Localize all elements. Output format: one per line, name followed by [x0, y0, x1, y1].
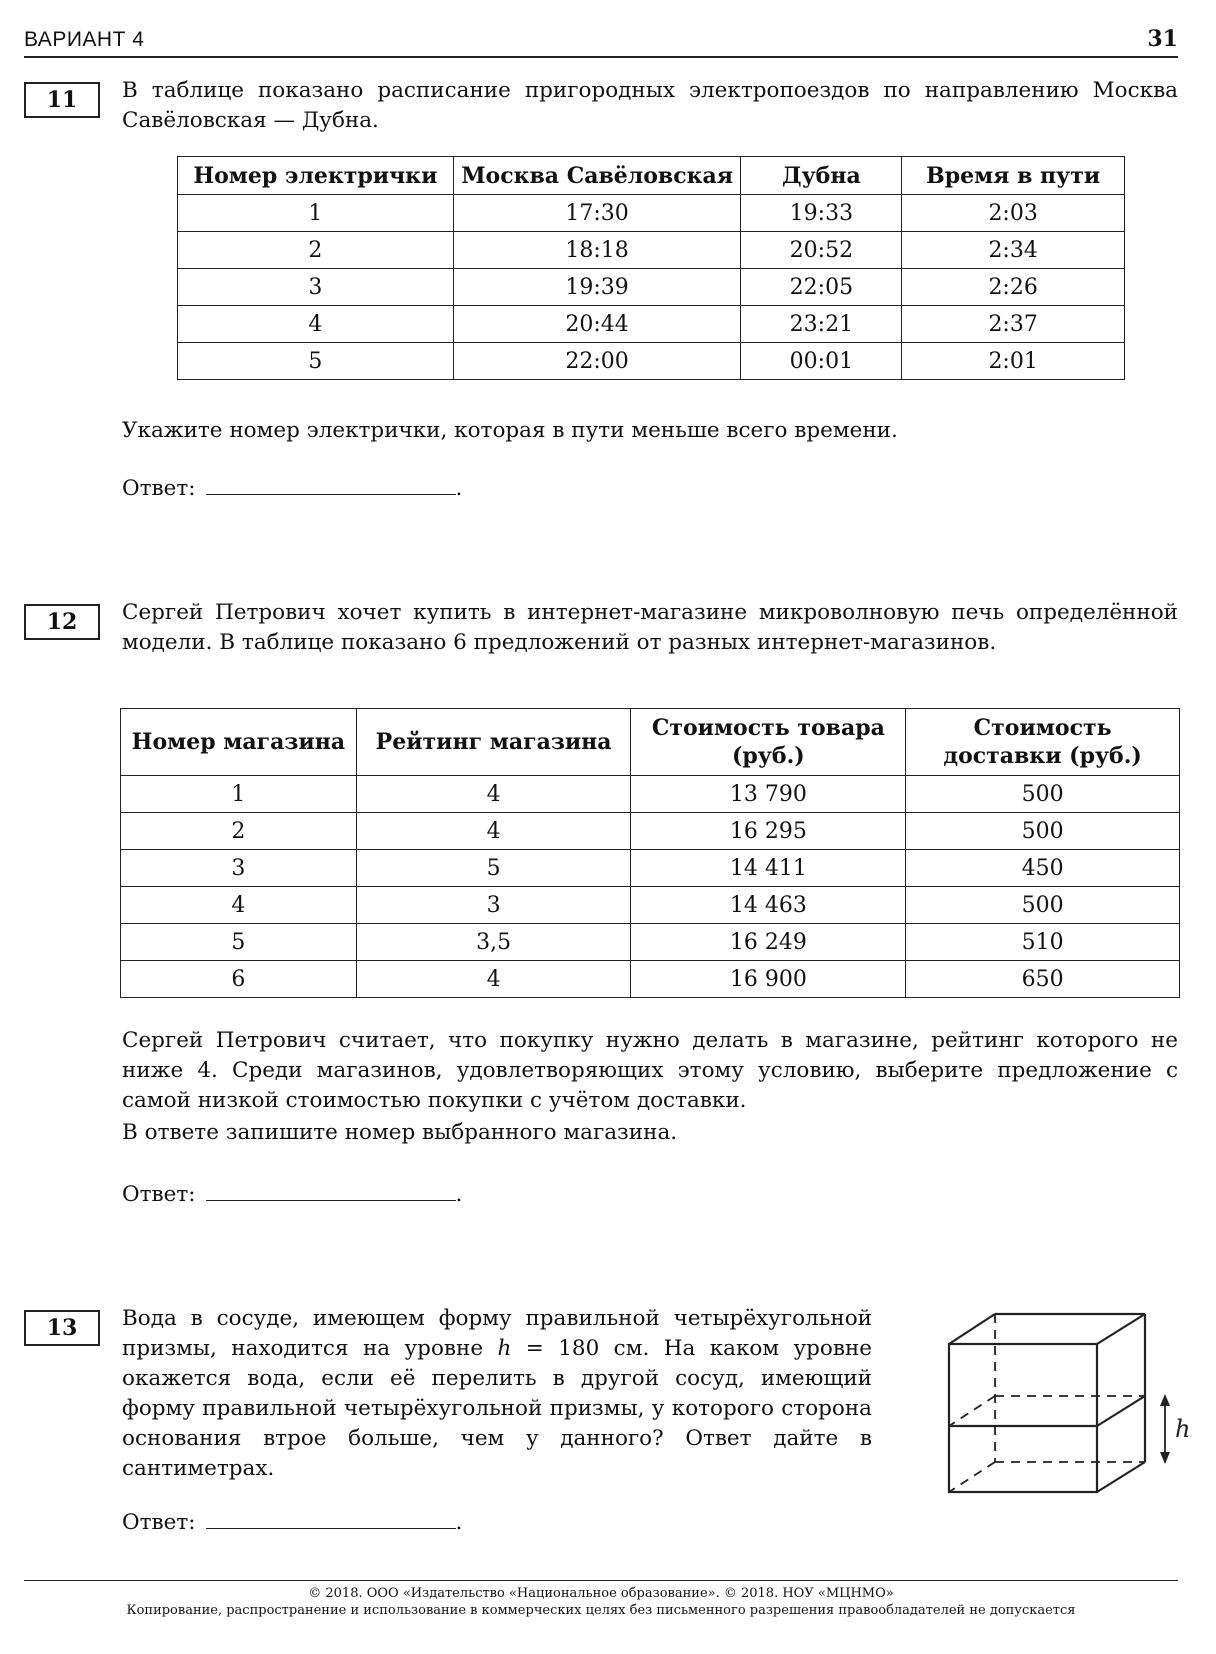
table-cell: 2:03 — [902, 195, 1125, 232]
answer-line[interactable] — [206, 1180, 456, 1201]
table-row — [121, 924, 1180, 961]
task-12-number: 12 — [24, 604, 100, 640]
table-cell: 1 — [178, 195, 454, 232]
answer-line[interactable] — [206, 1508, 456, 1529]
table-cell: 1 — [121, 776, 357, 813]
table-cell: 14 411 — [631, 850, 906, 887]
column-header: Номер электрички — [178, 157, 454, 195]
table-row — [121, 887, 1180, 924]
table-cell: 18:18 — [453, 232, 741, 269]
table-row — [178, 269, 1125, 306]
table-cell: 23:21 — [741, 306, 902, 343]
table-cell: 2 — [121, 813, 357, 850]
column-header: Номер магазина — [121, 709, 357, 776]
table-cell: 2:37 — [902, 306, 1125, 343]
table-cell: 500 — [906, 887, 1180, 924]
table-cell: 500 — [906, 813, 1180, 850]
column-header: Дубна — [741, 157, 902, 195]
task-12-question: Сергей Петрович считает, что покупку нужно делать в магазине, рейтинг которого не ниже 4. Среди магазинов, удовлетворяющих этому условию, выберите предложение с самой низкой стоимостью покупки с учётом доставки. — [122, 1028, 1178, 1113]
table-cell: 20:44 — [453, 306, 741, 343]
table-cell: 16 249 — [631, 924, 906, 961]
column-header: Рейтинг магазина — [356, 709, 631, 776]
height-label: h — [1175, 1415, 1191, 1443]
footer-copyright: © 2018. ООО «Издательство «Национальное образование». © 2018. НОУ «МЦНМО» — [308, 1586, 894, 1601]
task-11-intro: В таблице показано расписание пригородных электропоездов по направлению Москва Савёловская — Дубна. — [122, 78, 1178, 133]
table-cell: 22:05 — [741, 269, 902, 306]
table-row — [178, 232, 1125, 269]
task-11-table — [177, 156, 1125, 380]
table-cell: 4 — [356, 776, 631, 813]
task-12-table — [120, 708, 1180, 998]
table-cell: 3 — [121, 850, 357, 887]
footer-notice: Копирование, распространение и использование в коммерческих целях без письменного разрешения правообладателей не допускается — [126, 1603, 1076, 1618]
task-13-text-part-1: Вода в сосуде, имеющем форму правильной четырёхугольной призмы, находится на уровне — [122, 1306, 872, 1361]
task-11-number: 11 — [24, 82, 100, 118]
table-row — [178, 195, 1125, 232]
task-11-question: Укажите номер электрички, которая в пути меньше всего времени. — [122, 418, 898, 443]
table-cell: 450 — [906, 850, 1180, 887]
column-header: Москва Савёловская — [453, 157, 741, 195]
height-variable: h — [497, 1336, 512, 1361]
page-number: 31 — [1147, 26, 1178, 52]
table-row — [178, 343, 1125, 380]
table-cell: 16 900 — [631, 961, 906, 998]
table-row — [121, 776, 1180, 813]
table-cell: 13 790 — [631, 776, 906, 813]
task-12-intro: Сергей Петрович хочет купить в интернет-магазине микроволновую печь определённой модели. В таблице показано 6 предложений от разных интернет-магазинов. — [122, 600, 1178, 655]
table-cell: 500 — [906, 776, 1180, 813]
column-header: Время в пути — [902, 157, 1125, 195]
table-header-row — [178, 157, 1125, 195]
table-row — [178, 306, 1125, 343]
answer-label: Ответ: — [122, 1182, 196, 1207]
task-13-text — [122, 1304, 872, 1484]
page-footer — [24, 1580, 1178, 1619]
task-12-answer: Ответ: . — [122, 1182, 463, 1207]
table-cell: 3 — [356, 887, 631, 924]
table-cell: 20:52 — [741, 232, 902, 269]
answer-label: Ответ: — [122, 1510, 196, 1535]
variant-label: ВАРИАНТ 4 — [24, 28, 145, 51]
page-header — [24, 26, 1178, 58]
table-cell: 19:33 — [741, 195, 902, 232]
table-header-row — [121, 709, 1180, 776]
table-row — [121, 850, 1180, 887]
table-cell: 3 — [178, 269, 454, 306]
table-cell: 5 — [178, 343, 454, 380]
table-cell: 22:00 — [453, 343, 741, 380]
table-row — [121, 961, 1180, 998]
table-cell: 6 — [121, 961, 357, 998]
table-cell: 4 — [356, 813, 631, 850]
table-cell: 5 — [121, 924, 357, 961]
table-cell: 17:30 — [453, 195, 741, 232]
task-11-answer: Ответ: . — [122, 476, 463, 501]
answer-line[interactable] — [206, 474, 456, 495]
table-cell: 3,5 — [356, 924, 631, 961]
table-cell: 4 — [356, 961, 631, 998]
table-cell: 2:01 — [902, 343, 1125, 380]
answer-label: Ответ: — [122, 476, 196, 501]
table-cell: 2 — [178, 232, 454, 269]
column-header: Стоимость товара (руб.) — [631, 709, 906, 776]
task-13-text-part-2: = 180 см. На каком уровне окажется вода, если её перелить в другой сосуд, имеющий форму правильной четырёхугольной призмы, у которого сторона основания втрое больше, чем у данного? Ответ дайте в сантиметрах. — [122, 1336, 872, 1481]
prism-figure — [935, 1300, 1195, 1500]
table-cell: 4 — [178, 306, 454, 343]
table-cell: 16 295 — [631, 813, 906, 850]
table-cell: 5 — [356, 850, 631, 887]
task-13-answer: Ответ: . — [122, 1510, 463, 1535]
table-cell: 19:39 — [453, 269, 741, 306]
task-13-number: 13 — [24, 1310, 100, 1346]
table-cell: 14 463 — [631, 887, 906, 924]
table-cell: 4 — [121, 887, 357, 924]
table-cell: 650 — [906, 961, 1180, 998]
task-12-question-2: В ответе запишите номер выбранного магазина. — [122, 1120, 678, 1145]
table-cell: 2:34 — [902, 232, 1125, 269]
table-row — [121, 813, 1180, 850]
table-cell: 2:26 — [902, 269, 1125, 306]
column-header: Стоимость доставки (руб.) — [906, 709, 1180, 776]
table-cell: 00:01 — [741, 343, 902, 380]
table-cell: 510 — [906, 924, 1180, 961]
